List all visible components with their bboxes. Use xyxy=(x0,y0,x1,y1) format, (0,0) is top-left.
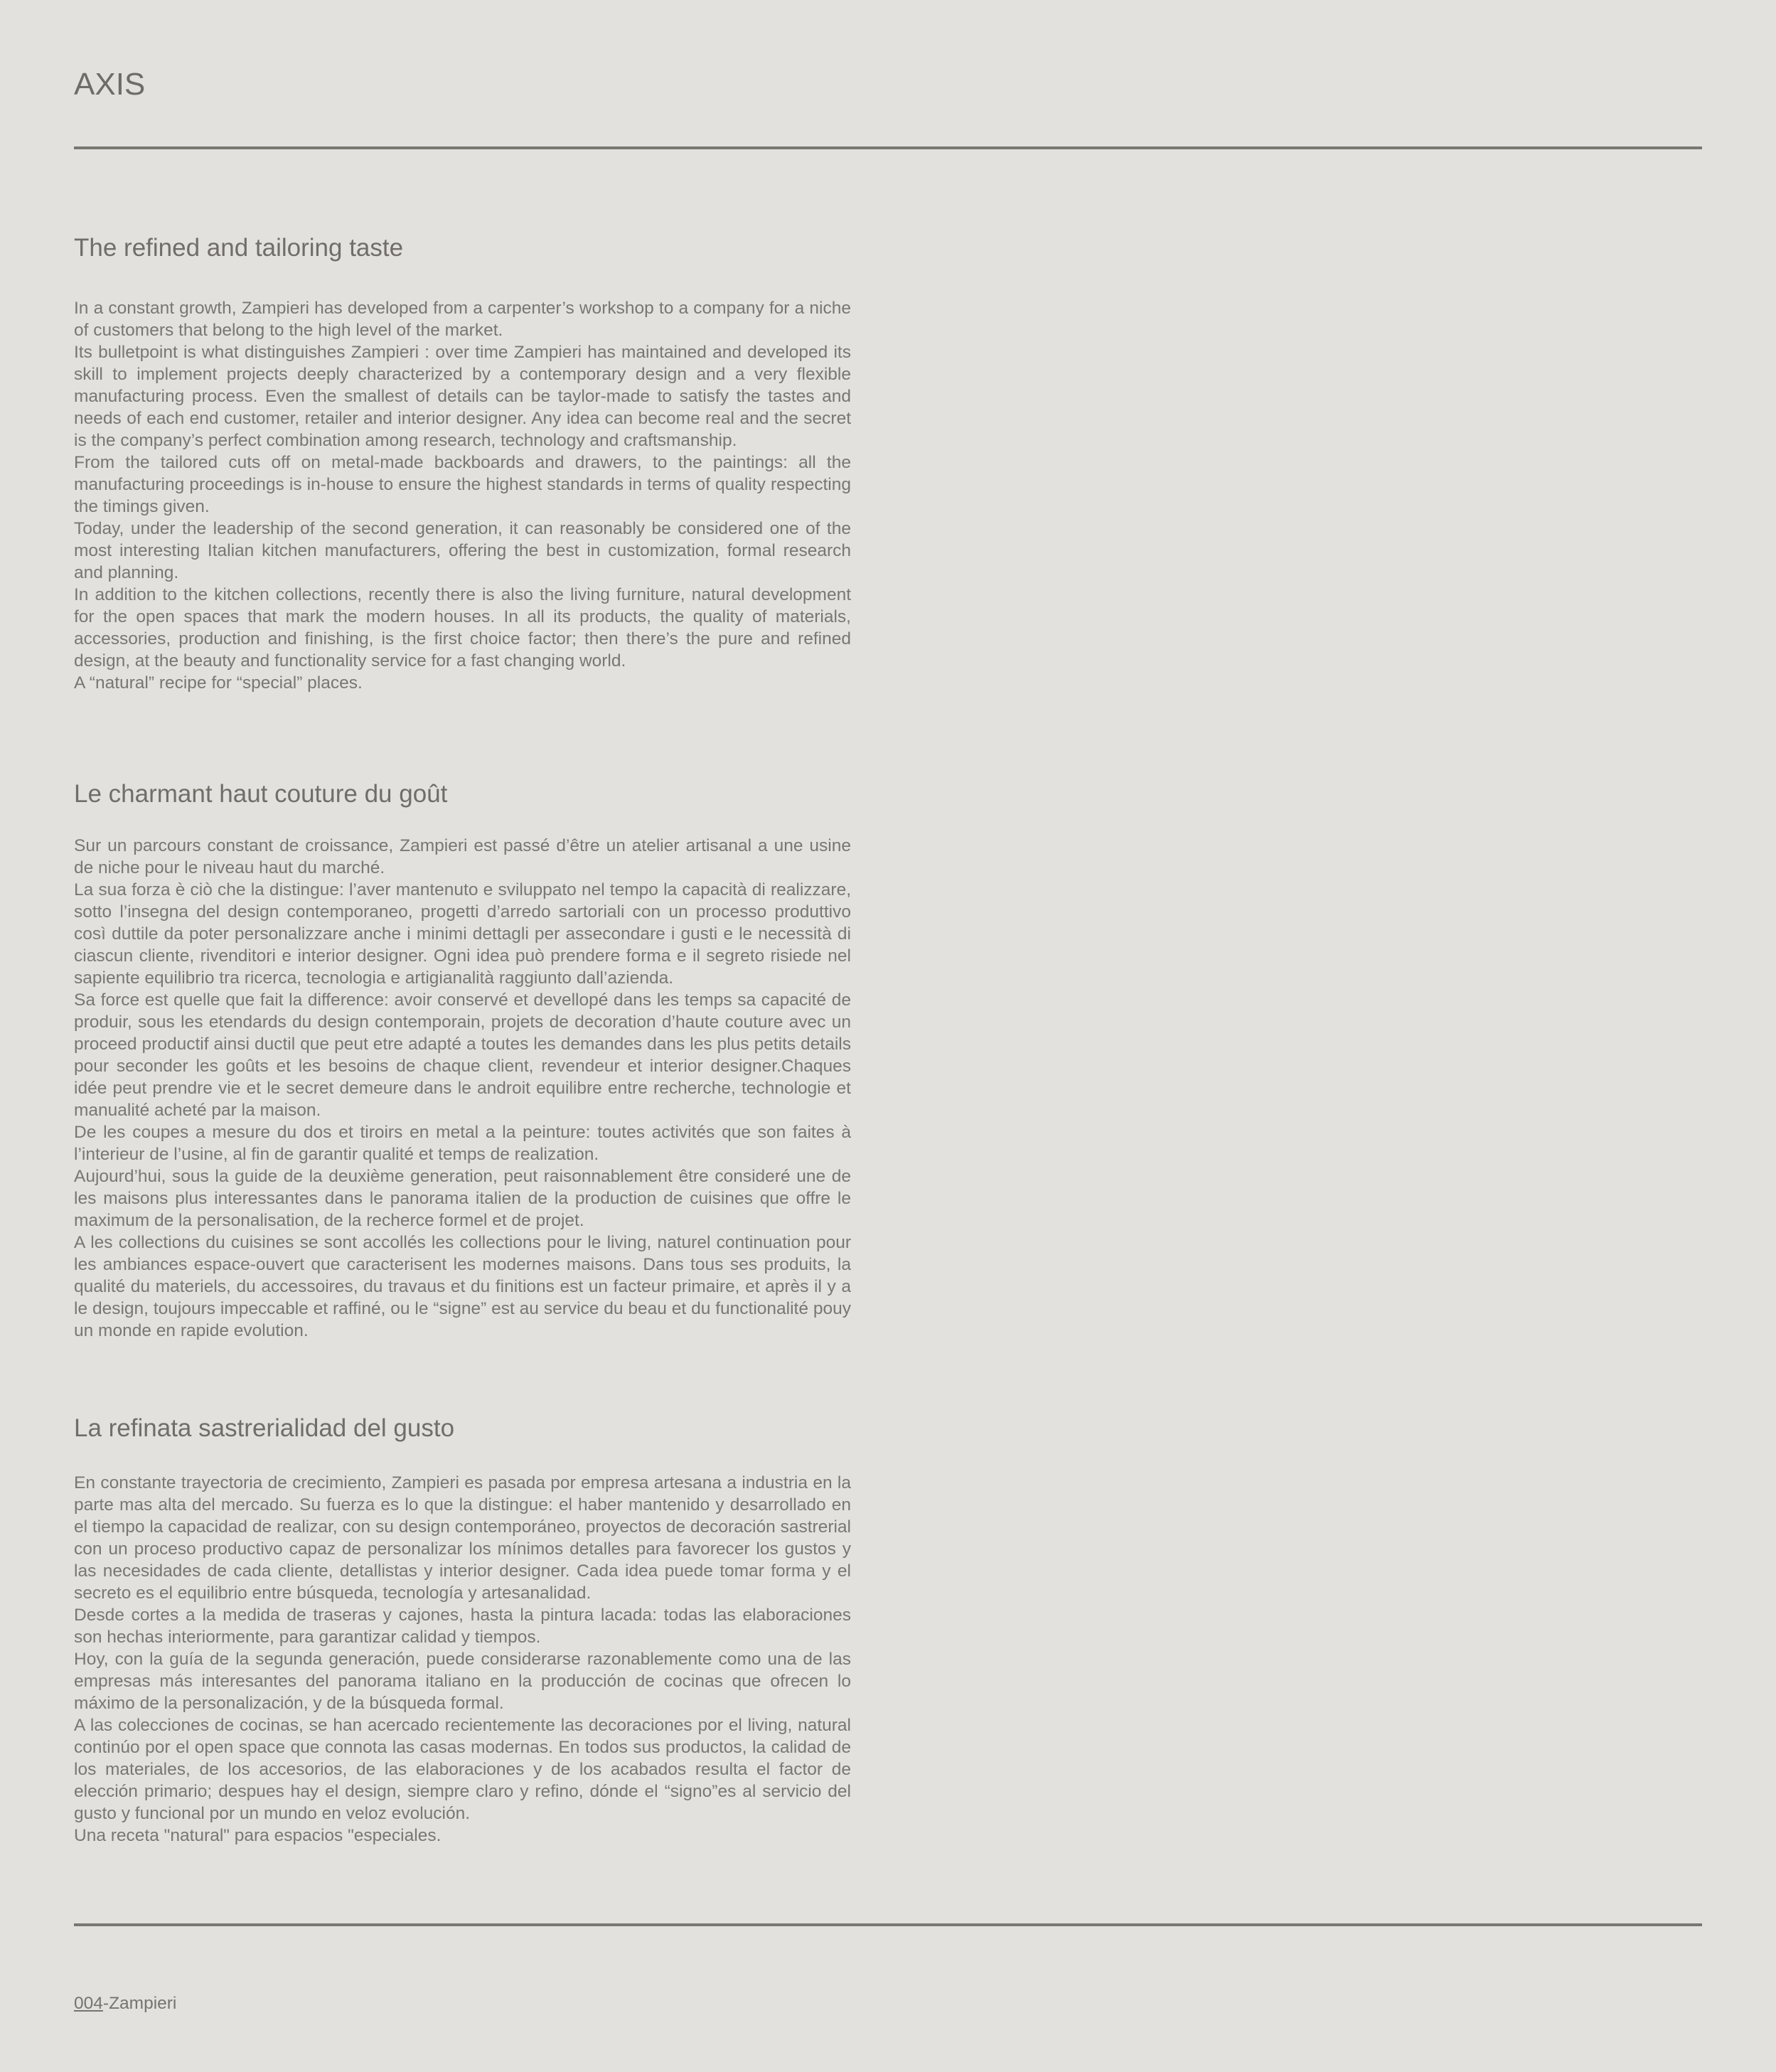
header-divider xyxy=(74,146,1702,149)
section-spanish xyxy=(74,1414,851,1845)
footer-divider xyxy=(74,1923,1702,1926)
paragraph: Una receta "natural" para espacios "especiales. xyxy=(74,1826,442,1845)
paragraph: La sua forza è ciò che la distingue: l’aver mantenuto e sviluppato nel tempo la capacità di realizzare, sotto l’insegna del design contemporaneo, progetti d’arredo sartoriali con un processo produttivo così duttile da poter personalizzare anche i minimi dettagli per assecondare i gusti e le necessità di ciascun cliente, rivenditori e interior designer. Ogni idea può prendere forma e il segreto risiede nel sapiente equilibrio tra ricerca, tecnologia e artigianalità raggiunto dall’azienda. xyxy=(74,880,851,988)
paragraph: In addition to the kitchen collections, recently there is also the living furniture, natural development for the open spaces that mark the modern houses. In all its products, the quality of materials, accessories, production and finishing, is the first choice factor; then there’s the pure and refined design, at the beauty and functionality service for a fast changing world. xyxy=(74,585,851,671)
paragraph: A las colecciones de cocinas, se han acercado recientemente las decoraciones por el living, natural continúo por el open space que connota las casas modernas. En todos sus productos, la calidad de los materiales, de los accesorios, de las elaboraciones y de los acabados resulta el factor de elección primario; despues hay el design, siempre claro y refino, dónde el “signo”es al servicio del gusto y funcional por un mundo en veloz evolución. xyxy=(74,1716,851,1823)
paragraph: En constante trayectoria de crecimiento, Zampieri es pasada por empresa artesana a industria en la parte mas alta del mercado. Su fuerza es lo que la distingue: el haber mantenido y desarrollado en el tiempo la capacidad de realizar, con su design contemporáneo, proyectos de decoración sastrerial con un proceso productivo capaz de personalizar los mínimos detalles para favorecer los gustos y las necesidades de cada cliente, detallistas y interior designer. Cada idea puede tomar forma y el secreto es el equilibrio entre búsqueda, tecnología y artesanalidad. xyxy=(74,1473,851,1603)
paragraph: Its bulletpoint is what distinguishes Zampieri : over time Zampieri has maintained and developed its skill to implement projects deeply characterized by a contemporary design and a very flexible manufacturing process. Even the smallest of details can be taylor-made to satisfy the tastes and needs of each end customer, retailer and interior designer. Any idea can become real and the secret is the company’s perfect combination among research, technology and craftsmanship. xyxy=(74,343,851,450)
page-footer xyxy=(74,1992,176,2014)
paragraph: Sur un parcours constant de croissance, Zampieri est passé d’être un atelier artisanal a une usine de niche pour le niveau haut du marché. xyxy=(74,836,851,877)
paragraph: De les coupes a mesure du dos et tiroirs en metal a la peinture: toutes activités que son faites à l’interieur de l’usine, al fin de garantir qualité et temps de realization. xyxy=(74,1123,851,1164)
footer-company: Zampieri xyxy=(109,1994,177,2013)
paragraph: Today, under the leadership of the second generation, it can reasonably be considered one of the most interesting Italian kitchen manufacturers, offering the best in customization, formal research and planning. xyxy=(74,519,851,582)
section-english xyxy=(74,233,851,693)
section-body xyxy=(74,1472,851,1847)
section-french xyxy=(74,779,851,1340)
paragraph: Desde cortes a la medida de traseras y cajones, hasta la pintura lacada: todas las elaboraciones son hechas interiormente, para garantizar calidad y tiempos. xyxy=(74,1606,851,1647)
section-body xyxy=(74,835,851,1342)
paragraph: Aujourd’hui, sous la guide de la deuxième generation, peut raisonnablement être consideré une de les maisons plus interessantes dans le panorama italien de la production de cuisines que offre le maximum de la personalisation, de la recherce formel et de projet. xyxy=(74,1167,851,1230)
section-heading: Le charmant haut couture du goût xyxy=(74,780,448,808)
footer-separator: - xyxy=(102,1994,109,2013)
section-heading: The refined and tailoring taste xyxy=(74,234,404,262)
paragraph: A les collections du cuisines se sont accollés les collections pour le living, naturel continuation pour les ambiances espace-ouvert que caracterisent les modernes maisons. Dans tous ses produits, la qualité du materiels, du accessoires, du travaus et du finitions est un facteur primaire, et après il y a le design, toujours impeccable et raffiné, ou le “signe” est au service du beau et du functionalité pouy un monde en rapide evolution. xyxy=(74,1233,851,1340)
paragraph: Sa force est quelle que fait la difference: avoir conservé et devellopé dans les temps sa capacité de produir, sous les etendards du design contemporain, projets de decoration d’haute couture avec un proceed productif ainsi ductil que peut etre adapté a toutes les demandes dans les plus petits details pour seconder les goûts et les besoins de chaque client, revendeur et interior designer.Chaques idée peut prendre vie et le secret demeure dans le androit equilibre entre recherche, technologie et manualité acheté par la maison. xyxy=(74,990,851,1120)
section-body xyxy=(74,297,851,694)
paragraph: In a constant growth, Zampieri has developed from a carpenter’s workshop to a company for a niche of customers that belong to the high level of the market. xyxy=(74,299,851,340)
paragraph: From the tailored cuts off on metal-made backboards and drawers, to the paintings: all the manufacturing proceedings is in-house to ensure the highest standards in terms of quality respecting the timings given. xyxy=(74,453,851,516)
section-heading: La refinata sastrerialidad del gusto xyxy=(74,1414,455,1442)
page-number: 004 xyxy=(74,1994,103,2013)
brand-title: AXIS xyxy=(74,67,146,102)
paragraph: Hoy, con la guía de la segunda generación, puede considerarse razonablemente como una de las empresas más interesantes del panorama italiano en la producción de cocinas que ofrecen lo máximo de la personalización, y de la búsqueda formal. xyxy=(74,1650,851,1713)
paragraph: A “natural” recipe for “special” places. xyxy=(74,673,363,693)
